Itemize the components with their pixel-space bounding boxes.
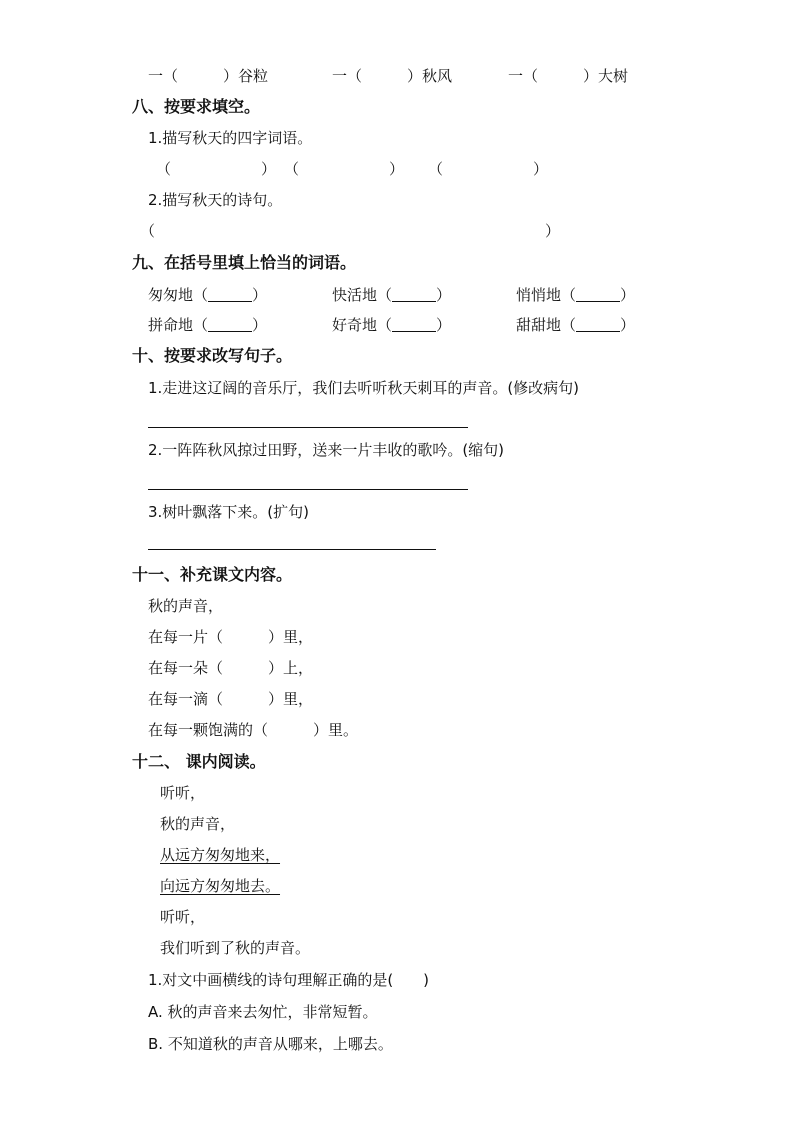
fill-item-grain: 一（ ）谷粒: [148, 67, 269, 85]
poem-line-underlined: 从远方匆匆地来，: [160, 846, 281, 864]
poem-line: 我们听到了秋的声音。: [160, 939, 311, 957]
answer-blank[interactable]: [208, 287, 252, 302]
close-paren: ）: [620, 316, 636, 334]
fill-item-wind: 一（ ）秋风: [332, 67, 453, 85]
s8-poem-blank: （ ）: [140, 222, 561, 240]
s10-question-3: 3.树叶飘落下来。(扩句): [148, 503, 310, 521]
answer-line[interactable]: [148, 489, 468, 490]
s10-question-2: 2.一阵阵秋风掠过田野，送来一片丰收的歌吟。(缩句): [148, 441, 505, 459]
answer-blank[interactable]: [576, 317, 620, 332]
section-11-title: 十一、补充课文内容。: [132, 565, 293, 584]
s9-word: 悄悄地（: [516, 286, 577, 304]
poem-line: 听听，: [160, 784, 206, 802]
s9-word: 拼命地（: [148, 316, 209, 334]
s9-item: [516, 285, 635, 305]
s8-blank-1: （ ）: [156, 160, 277, 178]
close-paren: ）: [436, 286, 452, 304]
s9-item: [332, 285, 451, 305]
option-a[interactable]: A. 秋的声音来去匆忙，非常短暂。: [148, 1003, 378, 1021]
s9-item: [516, 315, 635, 335]
s9-word: 好奇地（: [332, 316, 393, 334]
answer-blank[interactable]: [576, 287, 620, 302]
s9-item: [332, 315, 451, 335]
answer-line[interactable]: [148, 427, 468, 428]
s10-question-1: 1.走进这辽阔的音乐厅，我们去听听秋天刺耳的声音。(修改病句): [148, 379, 580, 397]
answer-blank[interactable]: [208, 317, 252, 332]
s8-question-2: 2.描写秋天的诗句。: [148, 191, 283, 209]
s8-blank-3: （ ）: [428, 160, 549, 178]
s11-line: 在每一颗饱满的（ ）里。: [148, 721, 359, 739]
s9-word: 快活地（: [332, 286, 393, 304]
section-12-title: 十二、 课内阅读。: [132, 752, 266, 771]
s11-line: 在每一滴（ ）里，: [148, 690, 314, 708]
s11-line: 在每一朵（ ）上，: [148, 659, 314, 677]
close-paren: ）: [252, 286, 268, 304]
close-paren: ）: [620, 286, 636, 304]
s9-item: [148, 285, 267, 305]
s11-line: 秋的声音，: [148, 597, 224, 615]
close-paren: ）: [252, 316, 268, 334]
answer-blank[interactable]: [392, 287, 436, 302]
fill-item-tree: 一（ ）大树: [508, 67, 629, 85]
s9-word: 匆匆地（: [148, 286, 209, 304]
section-8-title: 八、按要求填空。: [132, 97, 261, 116]
section-9-title: 九、在括号里填上恰当的词语。: [132, 253, 357, 272]
s12-question-1: 1.对文中画横线的诗句理解正确的是( ): [148, 971, 430, 989]
s8-blank-2: （ ）: [284, 160, 405, 178]
option-b[interactable]: B. 不知道秋的声音从哪来，上哪去。: [148, 1035, 393, 1053]
answer-blank[interactable]: [392, 317, 436, 332]
s9-item: [148, 315, 267, 335]
s9-word: 甜甜地（: [516, 316, 577, 334]
section-10-title: 十、按要求改写句子。: [132, 346, 293, 365]
s8-question-1: 1.描写秋天的四字词语。: [148, 129, 313, 147]
answer-line[interactable]: [148, 549, 436, 550]
poem-line: 秋的声音，: [160, 815, 236, 833]
close-paren: ）: [436, 316, 452, 334]
s11-line: 在每一片（ ）里，: [148, 628, 314, 646]
poem-line-underlined: 向远方匆匆地去。: [160, 877, 281, 895]
poem-line: 听听，: [160, 908, 206, 926]
